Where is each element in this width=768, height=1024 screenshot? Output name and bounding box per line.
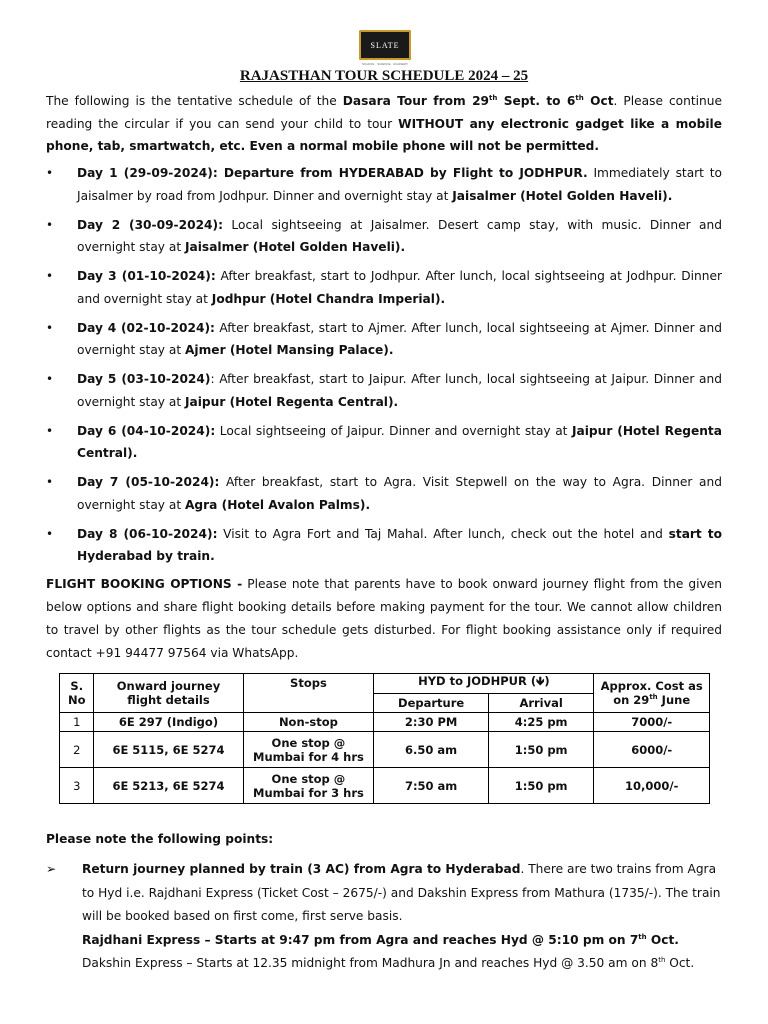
- day-item: [46, 317, 722, 362]
- return-bold: Return journey planned by train (3 AC) from Agra to Hyderabad: [82, 862, 521, 876]
- cell-sno: 1: [60, 713, 94, 732]
- header-cost: [594, 674, 710, 713]
- header-sno: S. No: [60, 674, 94, 713]
- day-item: [46, 368, 722, 413]
- bullet-icon: •: [46, 423, 54, 438]
- cell-stops: One stop @ Mumbai for 4 hrs: [243, 732, 374, 768]
- intro-text: . Please continue reading the circular if you can send your child to tour: [46, 94, 722, 131]
- dakshin-end: Oct.: [665, 956, 695, 970]
- bullet-icon: •: [46, 526, 54, 541]
- header-departure: Departure: [374, 694, 489, 713]
- cell-flight: 6E 297 (Indigo): [94, 713, 243, 732]
- notes-title: Please note the following points:: [46, 832, 274, 846]
- table-row: [60, 768, 710, 804]
- cell-departure: 7:50 am: [374, 768, 489, 804]
- cell-arrival: 1:50 pm: [488, 768, 593, 804]
- day-item: [46, 420, 722, 465]
- day-label: Day 8 (06-10-2024):: [77, 526, 218, 541]
- intro-paragraph: [46, 90, 722, 158]
- cell-cost: 6000/-: [594, 732, 710, 768]
- day-text: : After breakfast, start to Jaipur. After lunch, local sightseeing at Jaipur. Dinner and overnight stay at: [77, 372, 722, 409]
- page-title: RAJASTHAN TOUR SCHEDULE 2024 – 25: [239, 68, 529, 84]
- day-text: Visit to Agra Fort and Taj Mahal. After lunch, check out the hotel and: [217, 526, 669, 541]
- header-stops: Stops: [243, 674, 374, 713]
- cell-stops: One stop @ Mumbai for 3 hrs: [243, 768, 374, 804]
- intro-sup: th: [575, 93, 584, 102]
- day-text: After breakfast, start to Jodhpur. After lunch, local sightseeing at Jodhpur. Dinner and overnight stay at: [77, 269, 722, 306]
- intro-warning: WITHOUT any electronic gadget like a mobile phone, tab, smartwatch, etc. Even a normal mobile phone will not be permitted.: [46, 116, 722, 153]
- header-flight: Onward journey flight details: [94, 674, 243, 713]
- day-stay: Ajmer (Hotel Mansing Palace).: [185, 343, 394, 357]
- flight-booking-paragraph: [46, 573, 722, 665]
- day-item: [46, 265, 722, 310]
- day-label: Day 3 (01-10-2024):: [77, 269, 216, 283]
- day-item: [46, 162, 722, 207]
- flight-options-table: [59, 673, 710, 804]
- flight-booking-label: FLIGHT BOOKING OPTIONS -: [46, 577, 243, 591]
- flight-booking-text: Please note that parents have to book onward journey flight from the given below options and share flight booking details before making payment for the tour. We cannot allow children to travel by other flights as the tour schedule gets disturbed. For flight booking assistance only if required contact +91 94477 97564 via WhatsApp.: [46, 577, 722, 660]
- day-item: [46, 471, 722, 516]
- header-cost-text: Approx. Cost as on 29: [600, 679, 703, 707]
- day-text: Local sightseeing at Jaisalmer. Desert camp stay, with music. Dinner and overnight stay at: [77, 217, 722, 254]
- day-schedule-list: [46, 162, 722, 574]
- intro-bold: Oct: [583, 94, 614, 108]
- day-stay: Jaisalmer (Hotel Golden Haveli).: [452, 188, 673, 203]
- header-cost-text: June: [657, 693, 691, 707]
- cell-departure: 2:30 PM: [374, 713, 489, 732]
- day-label: Day 1 (29-09-2024): Departure from HYDERABAD by Flight to JODHPUR.: [77, 166, 588, 180]
- day-label: Day 5 (03-10-2024): [77, 372, 211, 386]
- cell-flight: 6E 5213, 6E 5274: [94, 768, 243, 804]
- intro-text: The following is the tentative schedule of the: [46, 94, 343, 108]
- dakshin-sup: th: [658, 955, 666, 964]
- header-cost-sup: th: [649, 693, 658, 702]
- day-stay: Jaipur (Hotel Regenta Central).: [77, 423, 722, 460]
- day-stay: Jaisalmer (Hotel Golden Haveli).: [185, 240, 406, 254]
- cell-arrival: 4:25 pm: [488, 713, 593, 732]
- logo-tagline: SCHOOL · SCIENCE · ACADEMY: [362, 62, 408, 66]
- bullet-icon: •: [46, 166, 54, 180]
- dakshin-line: [82, 952, 722, 976]
- cell-arrival: 1:50 pm: [488, 732, 593, 768]
- intro-bold: Dasara Tour from 29: [342, 94, 490, 108]
- day-text: After breakfast, start to Agra. Visit Stepwell on the way to Agra. Dinner and overnight stay at: [77, 475, 722, 512]
- return-journey-text: [82, 858, 722, 976]
- cell-departure: 6.50 am: [374, 732, 489, 768]
- rajdhani-sup: th: [638, 932, 647, 941]
- logo-text: SLATE: [370, 40, 400, 50]
- day-label: Day 6 (04-10-2024):: [77, 423, 216, 438]
- cell-flight: 6E 5115, 6E 5274: [94, 732, 243, 768]
- day-label: Day 7 (05-10-2024):: [77, 475, 220, 489]
- bullet-icon: •: [46, 475, 54, 489]
- table-header-row: [60, 674, 710, 694]
- return-text: . There are two trains from Agra to Hyd i.e. Rajdhani Express (Ticket Cost – 2675/-) and Dakshin Express from Mathura (1735/-). The train will be booked based on first come, first serve basis.: [82, 862, 721, 923]
- day-label: Day 4 (02-10-2024):: [77, 320, 215, 335]
- return-paragraph: [82, 858, 722, 929]
- cell-cost: 10,000/-: [594, 768, 710, 804]
- day-text: Local sightseeing of Jaipur. Dinner and overnight stay at: [215, 423, 572, 438]
- day-item: [46, 523, 722, 568]
- day-stay: Agra (Hotel Avalon Palms).: [185, 497, 371, 512]
- cell-sno: 2: [60, 732, 94, 768]
- intro-bold: Sept. to 6: [497, 94, 576, 108]
- rajdhani-end: Oct.: [646, 932, 679, 947]
- day-label: Day 2 (30-09-2024):: [77, 217, 223, 232]
- bullet-icon: •: [46, 372, 54, 386]
- cell-stops: Non-stop: [243, 713, 374, 732]
- cell-sno: 3: [60, 768, 94, 804]
- dakshin-text: Dakshin Express – Starts at 12.35 midnight from Madhura Jn and reaches Hyd @ 3.50 am on 8: [82, 956, 659, 970]
- cell-cost: 7000/-: [594, 713, 710, 732]
- school-logo: [359, 30, 411, 60]
- rajdhani-text: Rajdhani Express – Starts at 9:47 pm from Agra and reaches Hyd @ 5:10 pm on 7: [82, 932, 639, 947]
- header-route: HYD to JODHPUR (🡻): [374, 674, 594, 694]
- day-text: After breakfast, start to Ajmer. After lunch, local sightseeing at Ajmer. Dinner and overnight stay at: [77, 320, 722, 357]
- arrow-bullet-icon: ➢: [46, 862, 57, 876]
- table-row: [60, 732, 710, 768]
- bullet-icon: •: [46, 217, 54, 232]
- bullet-icon: •: [46, 320, 54, 335]
- day-stay: start to Hyderabad by train.: [77, 526, 722, 563]
- table-row: [60, 713, 710, 732]
- day-stay: Jodhpur (Hotel Chandra Imperial).: [211, 291, 446, 306]
- intro-sup: th: [489, 93, 498, 102]
- rajdhani-line: [82, 929, 722, 953]
- bullet-icon: •: [46, 269, 54, 283]
- day-item: [46, 214, 722, 259]
- day-stay: Jaipur (Hotel Regenta Central).: [185, 394, 399, 409]
- day-text: Immediately start to Jaisalmer by road from Jodhpur. Dinner and overnight stay at: [77, 166, 723, 203]
- header-arrival: Arrival: [488, 694, 593, 713]
